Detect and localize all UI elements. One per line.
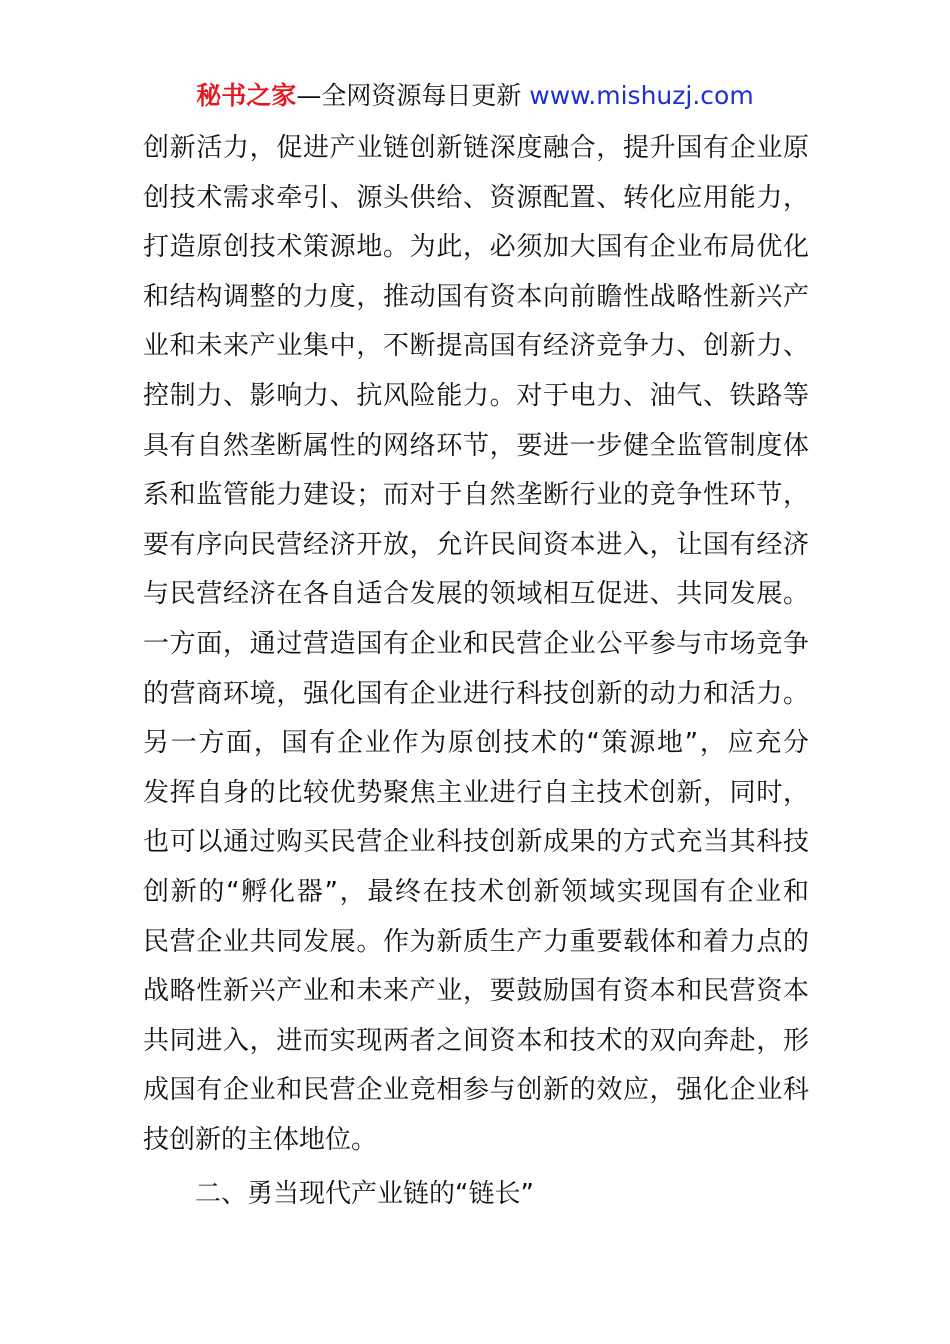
section-heading: 二、勇当现代产业链的“链长”	[195, 1179, 534, 1209]
text-line: 业和未来产业集中，不断提高国有经济竞争力、创新力、	[143, 331, 809, 362]
text-line: 要有序向民营经济开放，允许民间资本进入，让国有经济	[143, 529, 809, 560]
text-line: 系和监管能力建设；而对于自然垄断行业的竞争性环节，	[143, 480, 809, 511]
text-line: 也可以通过购买民营企业科技创新成果的方式充当其科技	[143, 827, 809, 858]
body-paragraph	[143, 124, 809, 1165]
text-line: 战略性新兴产业和未来产业，要鼓励国有资本和民营资本	[143, 976, 809, 1007]
text-line: 的营商环境，强化国有企业进行科技创新的动力和活力。	[143, 678, 809, 709]
text-line: 创技术需求牵引、源头供给、资源配置、转化应用能力，	[143, 182, 809, 213]
text-line: 成国有企业和民营企业竞相参与创新的效应，强化企业科	[143, 1075, 809, 1106]
text-line: 一方面，通过营造国有企业和民营企业公平参与市场竞争	[143, 628, 809, 659]
text-line: 发挥自身的比较优势聚焦主业进行自主技术创新，同时，	[143, 777, 809, 808]
text-line: 民营企业共同发展。作为新质生产力重要载体和着力点的	[143, 926, 809, 957]
text-line: 和结构调整的力度，推动国有资本向前瞻性战略性新兴产	[143, 281, 809, 312]
header-brand: 秘书之家	[196, 81, 297, 110]
header-slogan: —全网资源每日更新	[296, 81, 530, 110]
text-line: 技创新的主体地位。	[143, 1124, 378, 1155]
text-line: 打造原创技术策源地。为此，必须加大国有企业布局优化	[143, 232, 809, 263]
text-line: 与民营经济在各自适合发展的领域相互促进、共同发展。	[143, 579, 809, 610]
text-line: 具有自然垄断属性的网络环节，要进一步健全监管制度体	[143, 430, 809, 461]
text-line: 另一方面，国有企业作为原创技术的“策源地”，应充分	[143, 728, 809, 759]
text-line: 控制力、影响力、抗风险能力。对于电力、油气、铁路等	[143, 380, 809, 411]
page-header	[0, 78, 950, 114]
text-line: 共同进入，进而实现两者之间资本和技术的双向奔赴，形	[143, 1025, 809, 1056]
text-line: 创新的“孵化器”，最终在技术创新领域实现国有企业和	[143, 876, 809, 907]
text-line: 创新活力，促进产业链创新链深度融合，提升国有企业原	[143, 133, 809, 163]
header-url-link[interactable]: www.mishuzj.com	[529, 81, 754, 110]
